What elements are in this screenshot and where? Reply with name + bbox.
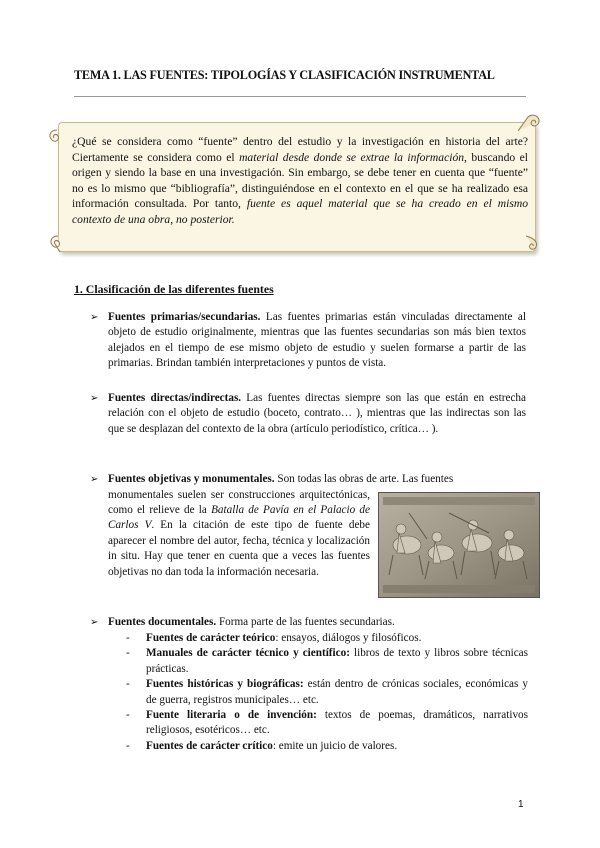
bullet-text: monumentales suelen ser construcciones arquitectónicas, como el relieve de la	[108, 488, 370, 516]
bullet-term: Fuentes objetivas y monumentales.	[108, 473, 275, 485]
bullet-documentales	[108, 615, 526, 630]
bullet-objetivas-monumentales-line1	[108, 472, 526, 487]
bullet-text: Las fuentes directas siempre son las que están en estrecha relación con el objeto de estudio (boceto, contrato… ), mientras que las indirectas son las que se desplazan del contexto de la obra (artículo periodístico, crítica… ).	[108, 392, 526, 435]
bullet-term: Fuentes primarias/secundarias.	[108, 311, 261, 323]
list-item: - Fuente literaria o de invención: textos de poemas, dramáticos, narrativos religiosos, esotéricos… etc.	[126, 709, 528, 737]
documentales-sublist	[126, 631, 528, 754]
intro-text-emphasis: fuente es aquel material que se ha creado en el mismo contexto de una obra, no posterior.	[72, 197, 528, 226]
page-number: 1	[518, 799, 524, 810]
list-item: - Fuentes históricas y biográficas: están dentro de crónicas sociales, económicas y de guerra, registros municipales… etc.	[126, 678, 528, 706]
bullet-directas-indirectas	[108, 391, 526, 437]
arrow-bullet-icon: ➢	[90, 617, 99, 628]
intro-text-part: ¿Qué se considera como “fuente” dentro del estudio y la investigación en historia del arte? Ciertamente se considera como el	[72, 135, 528, 164]
sub-term: Fuente literaria o de invención:	[146, 709, 317, 722]
list-item: - Manuales de carácter técnico y científico: libros de texto y libros sobre técnicas prácticas.	[126, 647, 529, 675]
sub-term: Fuentes de carácter teórico	[146, 632, 276, 644]
intro-text-emphasis: material desde donde se extrae la información	[239, 150, 465, 164]
bullet-text: Las fuentes primarias están vinculadas directamente al objeto de estudio originalmente, mientras que las fuentes secundarias son más bien textos alejados en el tiempo de ese mismo objeto de estudio y suelen formarse a partir de las primarias. Brindan también interpretaciones y puntos de vista.	[108, 311, 526, 370]
list-item: - Fuentes de carácter teórico: ensayos, diálogos y filosóficos.	[126, 632, 422, 644]
sub-term: Fuentes históricas y biográficas:	[146, 678, 304, 691]
arrow-bullet-icon: ➢	[90, 312, 99, 323]
bullet-term: Fuentes documentales.	[108, 616, 217, 628]
bullet-term: Fuentes directas/indirectas.	[108, 392, 242, 404]
relief-image	[378, 492, 540, 598]
title-divider	[74, 96, 526, 97]
bullet-text-emphasis: Batalla de Pavía en el Palacio de Carlos V	[108, 503, 370, 532]
arrow-bullet-icon: ➢	[90, 393, 99, 404]
scroll-curl-icon	[46, 232, 68, 254]
document-title: TEMA 1. LAS FUENTES: TIPOLOGÍAS Y CLASIFICACIÓN INSTRUMENTAL	[74, 68, 495, 82]
sub-text: : emite un juicio de valores.	[272, 739, 398, 752]
bullet-text: Forma parte de las fuentes secundarias.	[216, 616, 395, 628]
sub-term: Fuentes de carácter crítico	[146, 739, 273, 752]
sub-text: textos de poemas, dramáticos, narrativos religiosos, esotéricos… etc.	[146, 709, 528, 737]
sub-text: están dentro de crónicas sociales, económicas y de guerra, registros municipales… etc.	[146, 678, 528, 706]
bullet-primarias-secundarias	[108, 310, 526, 372]
bullet-text: . En la citación de este tipo de fuente debe aparecer el nombre del autor, fecha, técnica y localización in situ. Hay que tener en cuenta que a veces las fuentes objetivas no dan toda la información necesaria.	[108, 519, 370, 578]
section-heading: 1. Clasificación de las diferentes fuentes	[74, 282, 274, 296]
intro-text-part: , buscando el origen y siendo la base en una investigación. Sin embargo, se debe tener en cuenta que “fuente” no es lo mismo que “bibliografía”, distinguiéndose en el contexto en el que se ha realizado esa información consultada. Por tanto,	[72, 150, 528, 211]
relief-battle-of-pavia	[379, 493, 539, 597]
bullet-text: Son todas las obras de arte. Las fuentes	[274, 473, 454, 485]
intro-text	[72, 134, 528, 228]
sub-text: : ensayos, diálogos y filosóficos.	[275, 632, 422, 644]
scroll-curl-icon	[520, 232, 542, 254]
bullet-objetivas-monumentales-body	[108, 488, 370, 580]
list-item: - Fuentes de carácter crítico: emite un juicio de valores.	[126, 739, 398, 752]
sub-term: Manuales de carácter técnico y científico:	[146, 647, 350, 660]
arrow-bullet-icon: ➢	[90, 474, 99, 485]
sub-text: libros de texto y libros sobre técnicas prácticas.	[146, 647, 529, 675]
scroll-curl-icon	[46, 128, 68, 150]
